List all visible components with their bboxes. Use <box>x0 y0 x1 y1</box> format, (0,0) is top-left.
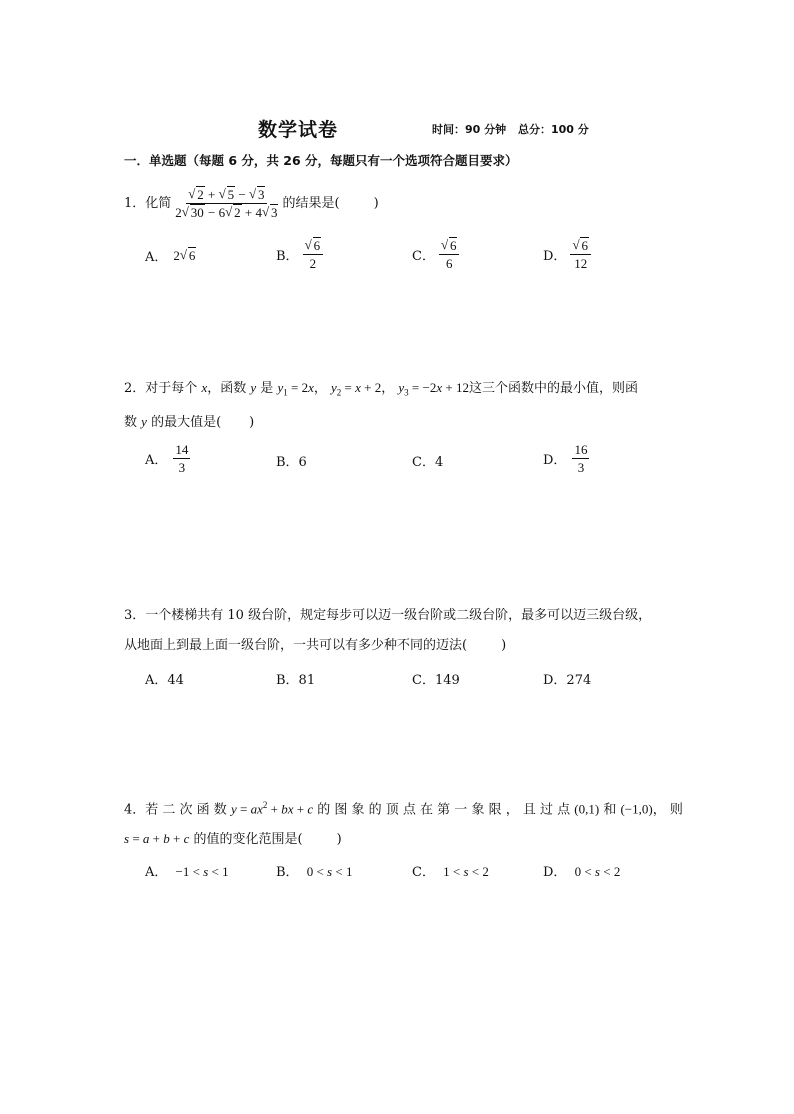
question-text: ) <box>336 832 342 847</box>
option-label: A． <box>145 250 168 265</box>
question-text: ) <box>501 638 507 653</box>
q1-option-d[interactable]: D． √ $\frac{6}{12}$ <box>543 238 591 271</box>
question-1 <box>124 187 379 220</box>
q2-option-a[interactable]: A． $\frac{14}{3}$ <box>145 442 189 475</box>
option-label: C． <box>412 249 435 264</box>
q1-option-a[interactable]: A． 2√ 6 <box>145 246 196 265</box>
question-number: 4． <box>124 802 146 818</box>
option-label: C． <box>412 865 435 880</box>
question-text: 对于每个 <box>145 381 198 396</box>
q4-option-b[interactable]: B． 0 < s < 1 <box>276 864 353 880</box>
question-4-line-2: s = a + b + c 的值的变化范围是( ) <box>124 831 342 847</box>
question-text: ， 则 <box>652 802 683 818</box>
q3-option-b[interactable]: B．81 <box>276 673 316 688</box>
exam-time: 时间：90 分钟 <box>432 123 507 136</box>
question-text: ) <box>249 415 255 430</box>
q3-option-a[interactable]: A．44 <box>145 673 184 688</box>
option-label: B． <box>276 249 299 264</box>
q2-option-c[interactable]: C．4 <box>412 455 444 470</box>
question-text: ) <box>373 195 379 211</box>
q4-option-a[interactable]: A． −1 < s < 1 <box>145 864 229 880</box>
question-text: 是 <box>260 381 274 396</box>
question-4: 4．若 二 次 函 数 $y = ax^2$ + bx + c 的 图 象 的 顶 点 在 第 一 象 限 ， 且 过 点 (0,1) 和 (−1,0)， 则 <box>124 800 683 818</box>
q4-option-d[interactable]: D． 0 < s < 2 <box>543 864 621 880</box>
option-label: D． <box>543 249 567 264</box>
q3-option-d[interactable]: D．274 <box>543 673 592 688</box>
question-number: 1． <box>124 195 146 211</box>
question-text: 和 <box>603 802 617 818</box>
question-text: 若 二 次 函 数 <box>145 802 227 818</box>
option-label: D． <box>543 453 567 468</box>
exam-total-score: 总分：100 分 <box>518 123 589 136</box>
question-text: ，函数 <box>207 381 247 396</box>
q4-option-c[interactable]: C． 1 < s < 2 <box>412 864 489 880</box>
question-3-line-2 <box>124 636 506 656</box>
question-3: 3．一个楼梯共有 10 级台阶，规定每步可以迈一级台阶或二级台阶，最多可以迈三级台级， <box>124 608 652 623</box>
question-text: 的最大值是( <box>151 415 222 430</box>
q1-expression-fraction: √ $\frac{2 + √ 5 - √ 3}{2√ 30 - 6√ 2 + 4√ 3}$ <box>173 187 280 220</box>
page-title: 数学试卷 <box>258 119 339 141</box>
option-label: A． <box>145 865 168 880</box>
question-text: 这三个函数中的最小值，则函 <box>468 381 638 396</box>
question-text: 的值的变化范围是( <box>193 832 303 847</box>
question-text: 从地面上到最上面一级台阶，一共可以有多少种不同的迈法( <box>124 638 468 653</box>
q2-option-d[interactable]: D． $\frac{16}{3}$ <box>543 442 588 475</box>
question-2-line-2: 数 y 的最大值是( ) <box>124 414 255 430</box>
option-label: B． <box>276 865 299 880</box>
question-text: 的 图 象 的 顶 点 在 第 一 象 限 ， 且 过 点 <box>317 802 571 818</box>
question-text: 数 <box>124 415 138 430</box>
q1-option-b[interactable]: B． √ $\frac{6}{2}$ <box>276 238 323 271</box>
q2-option-b[interactable]: B．6 <box>276 455 307 470</box>
q3-option-c[interactable]: C．149 <box>412 673 460 688</box>
question-number: 2． <box>124 381 146 396</box>
q1-option-c[interactable]: C． √ $\frac{6}{6}$ <box>412 238 459 271</box>
question-2: 2．对于每个 x，函数 y 是 $y_1 = 2x$， $y_2 = x + 2$， $y_3 = -2x + 12$这三个函数中的最小值，则函 <box>124 380 638 398</box>
section-heading: 一．单选题（每题 6 分，共 26 分，每题只有一个选项符合题目要求） <box>124 153 518 168</box>
option-label: A． <box>145 453 168 468</box>
question-text: 化简 <box>145 195 172 211</box>
question-text: 的结果是( <box>282 195 340 211</box>
option-label: D． <box>543 865 567 880</box>
